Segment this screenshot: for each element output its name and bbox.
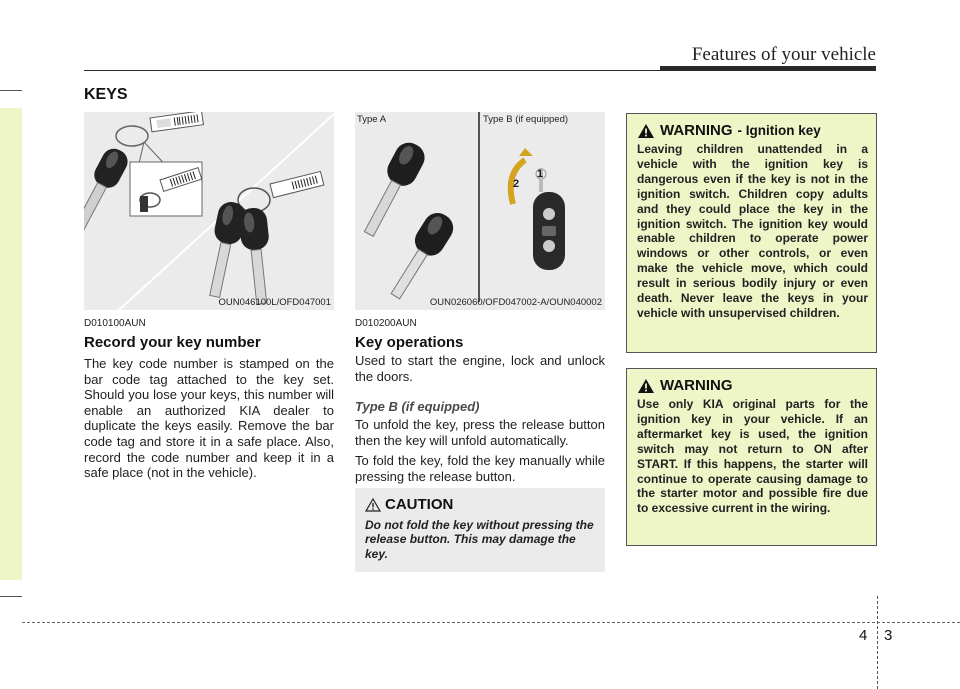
- footer-rule: [22, 622, 960, 623]
- warning-icon: [637, 378, 655, 394]
- section-heading: Record your key number: [84, 334, 261, 351]
- body-text: The key code number is stamped on the bar code tag attached to the key set. Should you lose your keys, this number will enable an authorized KIA dealer to duplicate the keys easily. Remove the bar code tag and store it in a safe place. Also, record the code number and keep it in a safe place (not in the vehicle).: [84, 356, 334, 481]
- warning-title: WARNING: [660, 377, 733, 394]
- warning-title: WARNING: [660, 122, 733, 139]
- subheading: Type B (if equipped): [355, 399, 480, 415]
- section-title: Features of your vehicle: [691, 44, 876, 65]
- page-divider: [877, 596, 878, 689]
- chapter-number: 4: [859, 627, 868, 644]
- figure-code: OUN046100L/OFD047001: [218, 297, 331, 308]
- body-text: To fold the key, fold the key manually while pressing the release button.: [355, 453, 605, 484]
- caution-box: [355, 488, 605, 572]
- type-b-label: Type B (if equipped): [483, 114, 569, 125]
- arrow-label-2: 2: [513, 178, 520, 190]
- margin-strip: [0, 108, 22, 580]
- doc-code: D010200AUN: [355, 318, 417, 329]
- body-text: Used to start the engine, lock and unlock the doors.: [355, 353, 605, 384]
- type-a-label: Type A: [357, 114, 387, 125]
- page-number: 3: [884, 627, 893, 644]
- record-key-number-section: [84, 318, 334, 481]
- section-heading: Key operations: [355, 334, 464, 351]
- caution-icon: [365, 498, 381, 512]
- warning-text: Leaving children unattended in a vehicle with the ignition key is dangerous even if the key is not in the ignition switch. Children copy adults and they could place the key in the ignition switch. The ignition key would enable children to operate power windows or other controls, or even make the vehicle move, which could result in serious bodily injury or even death. Never leave the keys in your vehicle with unsupervised children.: [637, 142, 868, 320]
- figure-code: OUN026060/OFD047002-A/OUN040002: [429, 297, 602, 308]
- caution-text: Do not fold the key without pressing the release button. This may damage the key.: [365, 518, 594, 561]
- caution-title: CAUTION: [385, 496, 454, 513]
- figure-key-number: [84, 112, 334, 310]
- header-rule: [84, 70, 876, 71]
- warning-subtitle: - Ignition key: [737, 123, 821, 138]
- key-operations-section: [355, 318, 605, 485]
- warning-box-ignition-key: [626, 113, 877, 353]
- warning-text: Use only KIA original parts for the ignition key in your vehicle. If an aftermarket key is used, the ignition switch may not return to ON after START. If this happens, the starter will continue to operate causing damage to the starter motor and possible fire due to excessive current in the wiring.: [637, 397, 868, 516]
- body-text: To unfold the key, press the release button then the key will unfold automatically.: [355, 417, 605, 448]
- keys-with-tag-illustration: [84, 112, 334, 310]
- figure-key-operations: [355, 112, 605, 310]
- warning-box-original-parts: [626, 368, 877, 546]
- arrow-label-1: 1: [537, 168, 544, 180]
- page-title: KEYS: [84, 86, 128, 103]
- margin-line-bottom: [0, 596, 22, 597]
- margin-line-top: [0, 90, 22, 91]
- doc-code: D010100AUN: [84, 318, 146, 329]
- warning-icon: [637, 123, 655, 139]
- key-types-illustration: [355, 112, 605, 310]
